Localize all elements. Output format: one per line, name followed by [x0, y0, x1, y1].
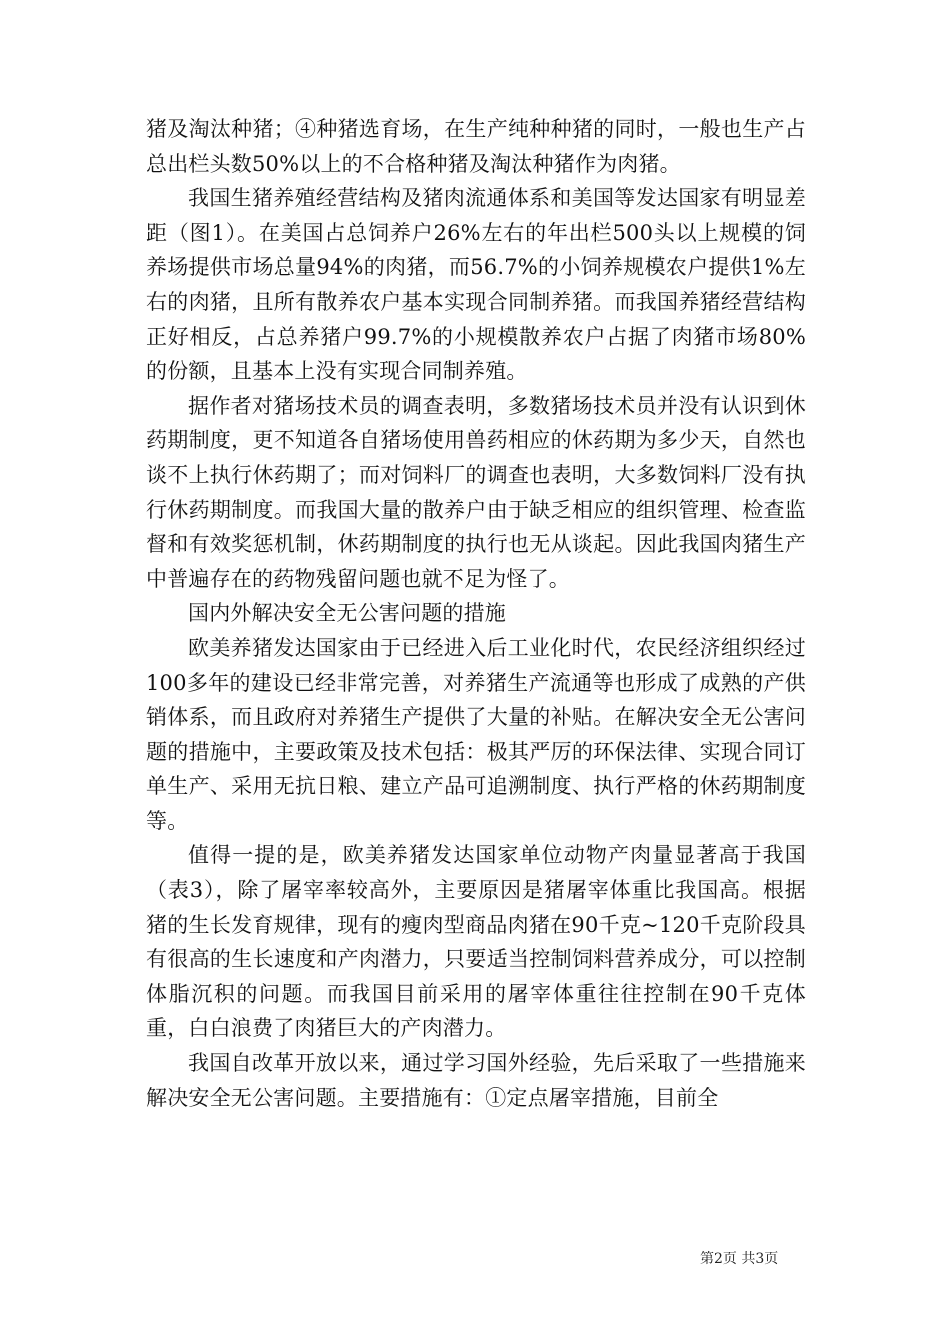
document-body	[146, 112, 806, 1115]
section-heading: 国内外解决安全无公害问题的措施	[188, 601, 506, 626]
paragraph-3: 据作者对猪场技术员的调查表明，多数猪场技术员并没有认识到休药期制度，更不知道各自猪场使用兽药相应的休药期为多少天，自然也谈不上执行休药期了；而对饲料厂的调查也表明，大多数饲料厂没有执行休药期制度。而我国大量的散养户由于缺乏相应的组织管理、检查监督和有效奖惩机制，休药期制度的执行也无从谈起。因此我国肉猪生产中普遍存在的药物残留问题也就不足为怪了。	[146, 393, 806, 591]
paragraph-1: 猪及淘汰种猪；④种猪选育场，在生产纯种种猪的同时，一般也生产占总出栏头数50%以上的不合格种猪及淘汰种猪作为肉猪。	[146, 117, 806, 176]
paragraph-2: 我国生猪养殖经营结构及猪肉流通体系和美国等发达国家有明显差距（图1）。在美国占总饲养户26%左右的年出栏500头以上规模的饲养场提供市场总量94%的肉猪，而56.7%的小饲养规模农户提供1%左右的肉猪，且所有散养农户基本实现合同制养猪。而我国养猪经营结构正好相反，占总养猪户99.7%的小规模散养农户占据了肉猪市场80%的份额，且基本上没有实现合同制养殖。	[146, 186, 806, 384]
paragraph-5: 值得一提的是，欧美养猪发达国家单位动物产肉量显著高于我国（表3），除了屠宰率较高外，主要原因是猪屠宰体重比我国高。根据猪的生长发育规律，现有的瘦肉型商品肉猪在90千克~120千克阶段具有很高的生长速度和产肉潜力，只要适当控制饲料营养成分，可以控制体脂沉积的问题。而我国目前采用的屠宰体重往往控制在90千克体重，白白浪费了肉猪巨大的产肉潜力。	[146, 843, 806, 1041]
paragraph-4: 欧美养猪发达国家由于已经进入后工业化时代，农民经济组织经过100多年的建设已经非常完善，对养猪生产流通等也形成了成熟的产供销体系，而且政府对养猪生产提供了大量的补贴。在解决安全无公害问题的措施中，主要政策及技术包括：极其严厉的环保法律、实现合同订单生产、采用无抗日粮、建立产品可追溯制度、执行严格的休药期制度等。	[146, 635, 806, 833]
page-number-footer: 第2页 共3页	[700, 1251, 779, 1267]
paragraph-6: 我国自改革开放以来，通过学习国外经验，先后采取了一些措施来解决安全无公害问题。主要措施有：①定点屠宰措施，目前全	[146, 1051, 806, 1110]
